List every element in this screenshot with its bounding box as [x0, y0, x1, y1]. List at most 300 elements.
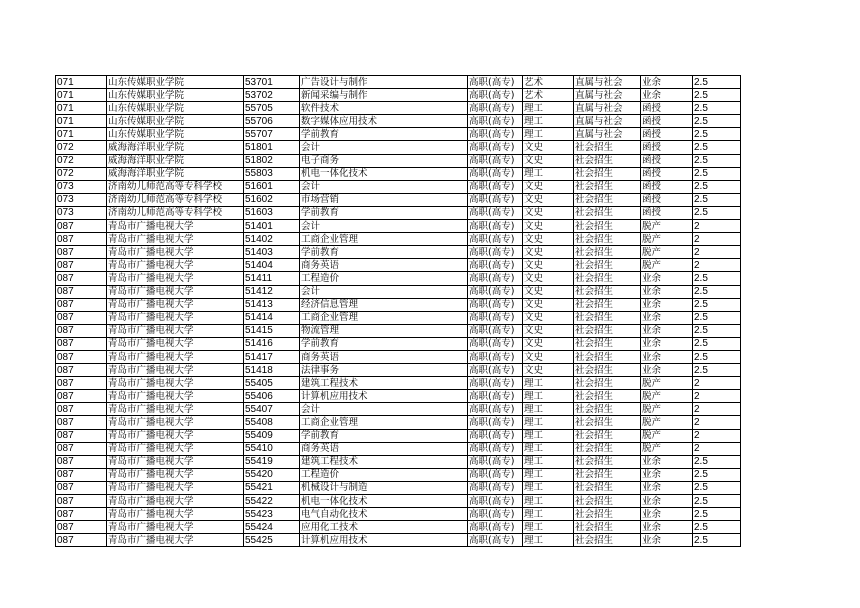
school-name-cell: 青岛市广播电视大学: [107, 350, 244, 363]
school-code-cell: 087: [56, 521, 107, 534]
level-cell: 高职(高专): [468, 285, 523, 298]
study-mode-cell: 函授: [641, 115, 693, 128]
duration-cell: 2.5: [693, 180, 741, 193]
table-row: [56, 495, 741, 508]
school-name-cell: 青岛市广播电视大学: [107, 246, 244, 259]
level-cell: 高职(高专): [468, 259, 523, 272]
school-name-cell: 青岛市广播电视大学: [107, 508, 244, 521]
school-name-cell: 山东传媒职业学院: [107, 76, 244, 89]
category-cell: 文史: [523, 141, 574, 154]
table-row: [56, 220, 741, 233]
major-code-cell: 55420: [244, 468, 300, 481]
table-row: [56, 311, 741, 324]
table-row: [56, 102, 741, 115]
school-code-cell: 087: [56, 390, 107, 403]
school-code-cell: 087: [56, 220, 107, 233]
enrollment-type-cell: 社会招生: [574, 141, 641, 154]
level-cell: 高职(高专): [468, 481, 523, 494]
category-cell: 文史: [523, 180, 574, 193]
enrollment-type-cell: 社会招生: [574, 285, 641, 298]
duration-cell: 2.5: [693, 76, 741, 89]
major-name-cell: 建筑工程技术: [300, 377, 468, 390]
school-code-cell: 087: [56, 285, 107, 298]
duration-cell: 2.5: [693, 481, 741, 494]
table-row: [56, 76, 741, 89]
table-row: [56, 233, 741, 246]
duration-cell: 2.5: [693, 521, 741, 534]
study-mode-cell: 业余: [641, 272, 693, 285]
major-code-cell: 51415: [244, 324, 300, 337]
category-cell: 文史: [523, 285, 574, 298]
table-row: [56, 455, 741, 468]
study-mode-cell: 函授: [641, 206, 693, 219]
table-row: [56, 377, 741, 390]
category-cell: 文史: [523, 259, 574, 272]
enrollment-type-cell: 社会招生: [574, 521, 641, 534]
category-cell: 理工: [523, 455, 574, 468]
enrollment-type-cell: 社会招生: [574, 154, 641, 167]
school-code-cell: 073: [56, 193, 107, 206]
level-cell: 高职(高专): [468, 442, 523, 455]
study-mode-cell: 业余: [641, 495, 693, 508]
enrollment-type-cell: 社会招生: [574, 193, 641, 206]
level-cell: 高职(高专): [468, 180, 523, 193]
major-code-cell: 55803: [244, 167, 300, 180]
level-cell: 高职(高专): [468, 141, 523, 154]
school-name-cell: 青岛市广播电视大学: [107, 298, 244, 311]
school-name-cell: 青岛市广播电视大学: [107, 272, 244, 285]
major-name-cell: 应用化工技术: [300, 521, 468, 534]
category-cell: 理工: [523, 521, 574, 534]
table-row: [56, 259, 741, 272]
major-code-cell: 51602: [244, 193, 300, 206]
school-name-cell: 威海海洋职业学院: [107, 141, 244, 154]
school-code-cell: 087: [56, 468, 107, 481]
school-name-cell: 济南幼儿师范高等专科学校: [107, 193, 244, 206]
study-mode-cell: 脱产: [641, 220, 693, 233]
duration-cell: 2.5: [693, 495, 741, 508]
duration-cell: 2: [693, 429, 741, 442]
category-cell: 文史: [523, 193, 574, 206]
school-code-cell: 087: [56, 311, 107, 324]
duration-cell: 2.5: [693, 534, 741, 547]
level-cell: 高职(高专): [468, 534, 523, 547]
school-code-cell: 087: [56, 324, 107, 337]
major-code-cell: 51412: [244, 285, 300, 298]
school-code-cell: 071: [56, 89, 107, 102]
enrollment-type-cell: 社会招生: [574, 324, 641, 337]
school-code-cell: 087: [56, 429, 107, 442]
school-name-cell: 青岛市广播电视大学: [107, 311, 244, 324]
major-name-cell: 学前教育: [300, 337, 468, 350]
major-name-cell: 机械设计与制造: [300, 481, 468, 494]
major-name-cell: 计算机应用技术: [300, 534, 468, 547]
study-mode-cell: 函授: [641, 128, 693, 141]
major-name-cell: 学前教育: [300, 246, 468, 259]
school-name-cell: 青岛市广播电视大学: [107, 468, 244, 481]
duration-cell: 2.5: [693, 141, 741, 154]
duration-cell: 2: [693, 233, 741, 246]
major-code-cell: 51402: [244, 233, 300, 246]
enrollment-type-cell: 社会招生: [574, 403, 641, 416]
enrollment-type-cell: 社会招生: [574, 272, 641, 285]
major-name-cell: 软件技术: [300, 102, 468, 115]
category-cell: 理工: [523, 468, 574, 481]
enrollment-type-cell: 社会招生: [574, 455, 641, 468]
major-code-cell: 51417: [244, 350, 300, 363]
major-code-cell: 55706: [244, 115, 300, 128]
level-cell: 高职(高专): [468, 416, 523, 429]
school-name-cell: 青岛市广播电视大学: [107, 220, 244, 233]
major-name-cell: 工商企业管理: [300, 233, 468, 246]
major-code-cell: 51801: [244, 141, 300, 154]
school-name-cell: 济南幼儿师范高等专科学校: [107, 206, 244, 219]
major-code-cell: 55405: [244, 377, 300, 390]
major-name-cell: 会计: [300, 403, 468, 416]
enrollment-type-cell: 直属与社会: [574, 102, 641, 115]
school-code-cell: 071: [56, 76, 107, 89]
school-name-cell: 威海海洋职业学院: [107, 167, 244, 180]
enrollment-type-cell: 社会招生: [574, 220, 641, 233]
category-cell: 文史: [523, 364, 574, 377]
level-cell: 高职(高专): [468, 128, 523, 141]
school-code-cell: 072: [56, 167, 107, 180]
major-name-cell: 建筑工程技术: [300, 455, 468, 468]
table-row: [56, 89, 741, 102]
school-code-cell: 087: [56, 403, 107, 416]
study-mode-cell: 函授: [641, 180, 693, 193]
duration-cell: 2.5: [693, 324, 741, 337]
school-code-cell: 087: [56, 416, 107, 429]
table-row: [56, 364, 741, 377]
study-mode-cell: 脱产: [641, 429, 693, 442]
major-code-cell: 51411: [244, 272, 300, 285]
level-cell: 高职(高专): [468, 377, 523, 390]
study-mode-cell: 脱产: [641, 377, 693, 390]
major-code-cell: 55419: [244, 455, 300, 468]
table-row: [56, 285, 741, 298]
level-cell: 高职(高专): [468, 350, 523, 363]
study-mode-cell: 脱产: [641, 416, 693, 429]
school-code-cell: 087: [56, 246, 107, 259]
major-code-cell: 55707: [244, 128, 300, 141]
school-code-cell: 073: [56, 206, 107, 219]
enrollment-type-cell: 社会招生: [574, 180, 641, 193]
table-row: [56, 468, 741, 481]
duration-cell: 2.5: [693, 285, 741, 298]
table-row: [56, 442, 741, 455]
major-name-cell: 工程造价: [300, 272, 468, 285]
major-code-cell: 53701: [244, 76, 300, 89]
duration-cell: 2.5: [693, 193, 741, 206]
category-cell: 理工: [523, 508, 574, 521]
enrollment-type-cell: 社会招生: [574, 468, 641, 481]
level-cell: 高职(高专): [468, 76, 523, 89]
major-code-cell: 55425: [244, 534, 300, 547]
major-code-cell: 55409: [244, 429, 300, 442]
duration-cell: 2: [693, 442, 741, 455]
school-code-cell: 072: [56, 154, 107, 167]
level-cell: 高职(高专): [468, 246, 523, 259]
duration-cell: 2.5: [693, 468, 741, 481]
school-name-cell: 山东传媒职业学院: [107, 102, 244, 115]
duration-cell: 2.5: [693, 128, 741, 141]
major-name-cell: 工商企业管理: [300, 416, 468, 429]
major-code-cell: 51603: [244, 206, 300, 219]
study-mode-cell: 业余: [641, 324, 693, 337]
study-mode-cell: 函授: [641, 167, 693, 180]
category-cell: 文史: [523, 272, 574, 285]
study-mode-cell: 函授: [641, 154, 693, 167]
category-cell: 理工: [523, 495, 574, 508]
level-cell: 高职(高专): [468, 468, 523, 481]
enrollment-type-cell: 社会招生: [574, 233, 641, 246]
enrollment-type-cell: 社会招生: [574, 442, 641, 455]
major-code-cell: 51403: [244, 246, 300, 259]
study-mode-cell: 业余: [641, 364, 693, 377]
school-name-cell: 青岛市广播电视大学: [107, 521, 244, 534]
duration-cell: 2: [693, 246, 741, 259]
major-code-cell: 55407: [244, 403, 300, 416]
level-cell: 高职(高专): [468, 521, 523, 534]
enrollment-type-cell: 社会招生: [574, 246, 641, 259]
school-name-cell: 青岛市广播电视大学: [107, 403, 244, 416]
category-cell: 文史: [523, 154, 574, 167]
major-name-cell: 市场营销: [300, 193, 468, 206]
category-cell: 文史: [523, 233, 574, 246]
category-cell: 理工: [523, 102, 574, 115]
major-name-cell: 学前教育: [300, 429, 468, 442]
school-code-cell: 087: [56, 272, 107, 285]
enrollment-type-cell: 社会招生: [574, 495, 641, 508]
school-name-cell: 山东传媒职业学院: [107, 128, 244, 141]
duration-cell: 2.5: [693, 102, 741, 115]
duration-cell: 2.5: [693, 364, 741, 377]
major-name-cell: 会计: [300, 285, 468, 298]
level-cell: 高职(高专): [468, 337, 523, 350]
school-name-cell: 青岛市广播电视大学: [107, 455, 244, 468]
school-name-cell: 青岛市广播电视大学: [107, 337, 244, 350]
table-row: [56, 337, 741, 350]
level-cell: 高职(高专): [468, 272, 523, 285]
major-name-cell: 会计: [300, 220, 468, 233]
study-mode-cell: 业余: [641, 455, 693, 468]
category-cell: 艺术: [523, 76, 574, 89]
school-name-cell: 济南幼儿师范高等专科学校: [107, 180, 244, 193]
level-cell: 高职(高专): [468, 154, 523, 167]
study-mode-cell: 业余: [641, 508, 693, 521]
school-code-cell: 071: [56, 102, 107, 115]
table-row: [56, 272, 741, 285]
major-name-cell: 电子商务: [300, 154, 468, 167]
major-code-cell: 55406: [244, 390, 300, 403]
category-cell: 理工: [523, 534, 574, 547]
school-code-cell: 071: [56, 115, 107, 128]
table-row: [56, 180, 741, 193]
study-mode-cell: 业余: [641, 76, 693, 89]
category-cell: 文史: [523, 324, 574, 337]
school-code-cell: 071: [56, 128, 107, 141]
school-code-cell: 087: [56, 259, 107, 272]
table-row: [56, 115, 741, 128]
duration-cell: 2: [693, 377, 741, 390]
study-mode-cell: 脱产: [641, 259, 693, 272]
duration-cell: 2.5: [693, 89, 741, 102]
enrollment-type-cell: 社会招生: [574, 508, 641, 521]
major-code-cell: 55410: [244, 442, 300, 455]
enrollment-type-cell: 社会招生: [574, 311, 641, 324]
duration-cell: 2.5: [693, 206, 741, 219]
duration-cell: 2.5: [693, 154, 741, 167]
study-mode-cell: 业余: [641, 468, 693, 481]
level-cell: 高职(高专): [468, 220, 523, 233]
level-cell: 高职(高专): [468, 324, 523, 337]
level-cell: 高职(高专): [468, 298, 523, 311]
category-cell: 文史: [523, 337, 574, 350]
major-name-cell: 计算机应用技术: [300, 390, 468, 403]
enrollment-type-cell: 社会招生: [574, 259, 641, 272]
study-mode-cell: 业余: [641, 298, 693, 311]
enrollment-type-cell: 直属与社会: [574, 115, 641, 128]
major-code-cell: 51802: [244, 154, 300, 167]
school-name-cell: 青岛市广播电视大学: [107, 377, 244, 390]
major-code-cell: 51418: [244, 364, 300, 377]
school-code-cell: 087: [56, 337, 107, 350]
study-mode-cell: 业余: [641, 350, 693, 363]
table-row: [56, 416, 741, 429]
table-row: [56, 246, 741, 259]
major-code-cell: 51401: [244, 220, 300, 233]
school-code-cell: 072: [56, 141, 107, 154]
table-row: [56, 481, 741, 494]
school-code-cell: 073: [56, 180, 107, 193]
enrollment-type-cell: 社会招生: [574, 350, 641, 363]
category-cell: 艺术: [523, 89, 574, 102]
major-name-cell: 商务英语: [300, 350, 468, 363]
enrollment-type-cell: 社会招生: [574, 534, 641, 547]
study-mode-cell: 脱产: [641, 233, 693, 246]
table-row: [56, 154, 741, 167]
enrollment-type-cell: 社会招生: [574, 429, 641, 442]
category-cell: 文史: [523, 206, 574, 219]
table-row: [56, 128, 741, 141]
duration-cell: 2.5: [693, 167, 741, 180]
level-cell: 高职(高专): [468, 311, 523, 324]
school-name-cell: 青岛市广播电视大学: [107, 324, 244, 337]
study-mode-cell: 函授: [641, 193, 693, 206]
duration-cell: 2.5: [693, 311, 741, 324]
duration-cell: 2.5: [693, 455, 741, 468]
school-name-cell: 青岛市广播电视大学: [107, 259, 244, 272]
category-cell: 文史: [523, 350, 574, 363]
school-name-cell: 青岛市广播电视大学: [107, 481, 244, 494]
major-code-cell: 55705: [244, 102, 300, 115]
school-code-cell: 087: [56, 233, 107, 246]
category-cell: 理工: [523, 115, 574, 128]
enrollment-type-cell: 社会招生: [574, 390, 641, 403]
major-name-cell: 学前教育: [300, 206, 468, 219]
duration-cell: 2.5: [693, 272, 741, 285]
school-name-cell: 青岛市广播电视大学: [107, 233, 244, 246]
enrollment-table: [55, 75, 741, 547]
study-mode-cell: 业余: [641, 89, 693, 102]
school-code-cell: 087: [56, 350, 107, 363]
level-cell: 高职(高专): [468, 193, 523, 206]
school-name-cell: 山东传媒职业学院: [107, 115, 244, 128]
level-cell: 高职(高专): [468, 206, 523, 219]
school-name-cell: 威海海洋职业学院: [107, 154, 244, 167]
table-row: [56, 206, 741, 219]
major-code-cell: 51414: [244, 311, 300, 324]
major-code-cell: 51601: [244, 180, 300, 193]
duration-cell: 2.5: [693, 350, 741, 363]
major-name-cell: 工程造价: [300, 468, 468, 481]
table-row: [56, 403, 741, 416]
category-cell: 文史: [523, 246, 574, 259]
study-mode-cell: 函授: [641, 102, 693, 115]
enrollment-type-cell: 社会招生: [574, 298, 641, 311]
study-mode-cell: 业余: [641, 521, 693, 534]
table-row: [56, 141, 741, 154]
major-name-cell: 会计: [300, 141, 468, 154]
school-code-cell: 087: [56, 455, 107, 468]
school-name-cell: 山东传媒职业学院: [107, 89, 244, 102]
school-code-cell: 087: [56, 298, 107, 311]
major-name-cell: 物流管理: [300, 324, 468, 337]
school-name-cell: 青岛市广播电视大学: [107, 534, 244, 547]
level-cell: 高职(高专): [468, 508, 523, 521]
study-mode-cell: 脱产: [641, 442, 693, 455]
school-code-cell: 087: [56, 377, 107, 390]
school-code-cell: 087: [56, 508, 107, 521]
study-mode-cell: 业余: [641, 285, 693, 298]
category-cell: 理工: [523, 442, 574, 455]
major-code-cell: 55423: [244, 508, 300, 521]
category-cell: 理工: [523, 167, 574, 180]
school-name-cell: 青岛市广播电视大学: [107, 364, 244, 377]
school-code-cell: 087: [56, 481, 107, 494]
study-mode-cell: 业余: [641, 481, 693, 494]
school-name-cell: 青岛市广播电视大学: [107, 495, 244, 508]
study-mode-cell: 函授: [641, 141, 693, 154]
duration-cell: 2: [693, 416, 741, 429]
duration-cell: 2.5: [693, 298, 741, 311]
major-name-cell: 广告设计与制作: [300, 76, 468, 89]
category-cell: 文史: [523, 220, 574, 233]
level-cell: 高职(高专): [468, 115, 523, 128]
level-cell: 高职(高专): [468, 233, 523, 246]
major-name-cell: 新闻采编与制作: [300, 89, 468, 102]
major-code-cell: 55422: [244, 495, 300, 508]
school-name-cell: 青岛市广播电视大学: [107, 285, 244, 298]
school-name-cell: 青岛市广播电视大学: [107, 390, 244, 403]
study-mode-cell: 业余: [641, 311, 693, 324]
school-code-cell: 087: [56, 495, 107, 508]
category-cell: 理工: [523, 390, 574, 403]
level-cell: 高职(高专): [468, 102, 523, 115]
school-code-cell: 087: [56, 442, 107, 455]
major-name-cell: 商务英语: [300, 259, 468, 272]
enrollment-type-cell: 直属与社会: [574, 128, 641, 141]
level-cell: 高职(高专): [468, 390, 523, 403]
major-code-cell: 55408: [244, 416, 300, 429]
duration-cell: 2.5: [693, 115, 741, 128]
duration-cell: 2: [693, 403, 741, 416]
study-mode-cell: 脱产: [641, 246, 693, 259]
level-cell: 高职(高专): [468, 429, 523, 442]
major-name-cell: 法律事务: [300, 364, 468, 377]
enrollment-type-cell: 直属与社会: [574, 76, 641, 89]
